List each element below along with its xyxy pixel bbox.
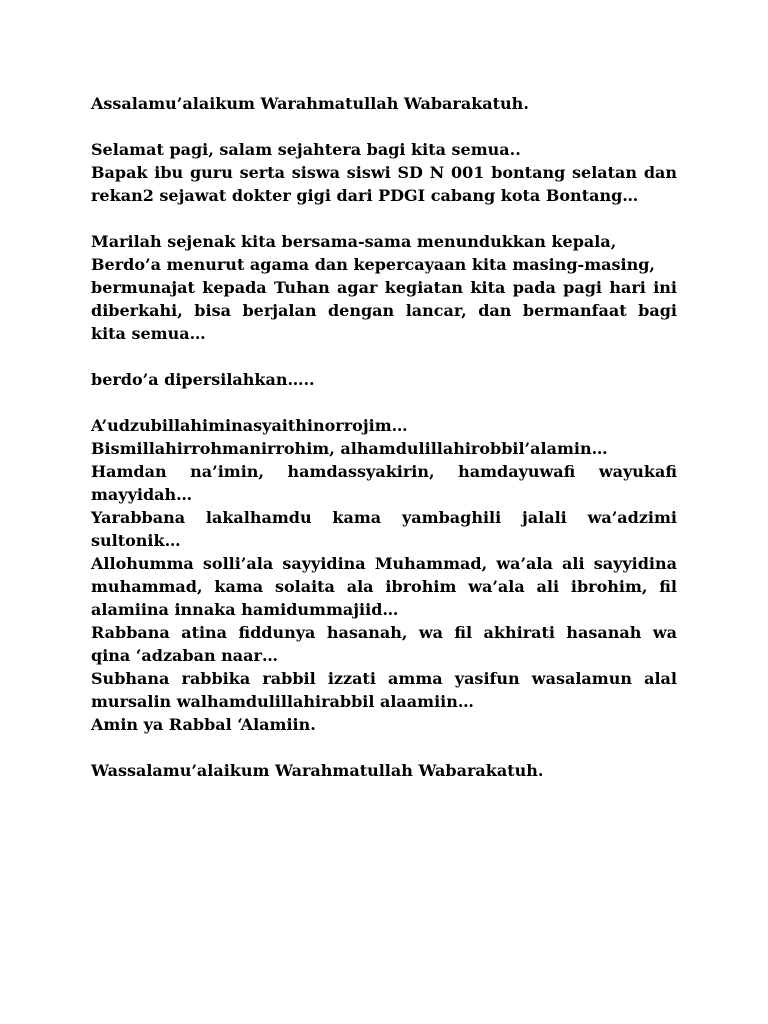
- prayer-line: Amin ya Rabbal ‘Alamiin.: [91, 715, 316, 734]
- invitation-line: Marilah sejenak kita bersama-sama menundukkan kepala,: [91, 232, 617, 251]
- prayer-line: mursalin walhamdulillahirabbil alaamiin…: [91, 692, 474, 711]
- prayer-line: Rabbana atina fiddunya hasanah, wa fil akhirati hasanah wa: [91, 623, 677, 642]
- opening-paragraph: [91, 138, 677, 207]
- prayer-paragraph: [91, 414, 677, 736]
- closing-line: Wassalamu’alaikum Warahmatullah Wabarakatuh.: [91, 761, 544, 780]
- prompt-paragraph: [91, 368, 677, 391]
- opening-line: Selamat pagi, salam sejahtera bagi kita semua..: [91, 140, 521, 159]
- opening-line: rekan2 sejawat dokter gigi dari PDGI cabang kota Bontang…: [91, 186, 639, 205]
- prayer-line: A’udzubillahiminasyaithinorrojim…: [91, 416, 408, 435]
- closing-paragraph: [91, 759, 677, 782]
- prayer-line: qina ‘adzaban naar…: [91, 646, 278, 665]
- prayer-line: Yarabbana lakalhamdu kama yambaghili jalali wa’adzimi: [91, 508, 677, 527]
- invitation-line: Berdo’a menurut agama dan kepercayaan kita masing-masing,: [91, 255, 655, 274]
- prayer-line: Subhana rabbika rabbil izzati amma yasifun wasalamun alal: [91, 669, 677, 688]
- prayer-line: mayyidah…: [91, 485, 193, 504]
- prayer-line: muhammad, kama solaita ala ibrohim wa’ala ali ibrohim, fil: [91, 577, 677, 596]
- prayer-line: Allohumma solli’ala sayyidina Muhammad, wa’ala ali sayyidina: [91, 554, 677, 573]
- prompt-line: berdo’a dipersilahkan…..: [91, 370, 315, 389]
- invitation-line: diberkahi, bisa berjalan dengan lancar, dan bermanfaat bagi: [91, 301, 677, 320]
- prayer-line: sultonik…: [91, 531, 181, 550]
- opening-line: Bapak ibu guru serta siswa siswi SD N 001 bontang selatan dan: [91, 163, 677, 182]
- greeting-line: Assalamu’alaikum Warahmatullah Wabarakatuh.: [91, 94, 529, 113]
- invitation-line: kita semua…: [91, 324, 206, 343]
- prayer-line: Bismillahirrohmanirrohim, alhamdulillahirobbil’alamin…: [91, 439, 608, 458]
- prayer-line: Hamdan na’imin, hamdassyakirin, hamdayuwafi wayukafi: [91, 462, 677, 481]
- prayer-line: alamiina innaka hamidummajiid…: [91, 600, 399, 619]
- invitation-paragraph: [91, 230, 677, 345]
- invitation-line: bermunajat kepada Tuhan agar kegiatan kita pada pagi hari ini: [91, 278, 677, 297]
- document-page: [91, 92, 677, 805]
- greeting-paragraph: [91, 92, 677, 115]
